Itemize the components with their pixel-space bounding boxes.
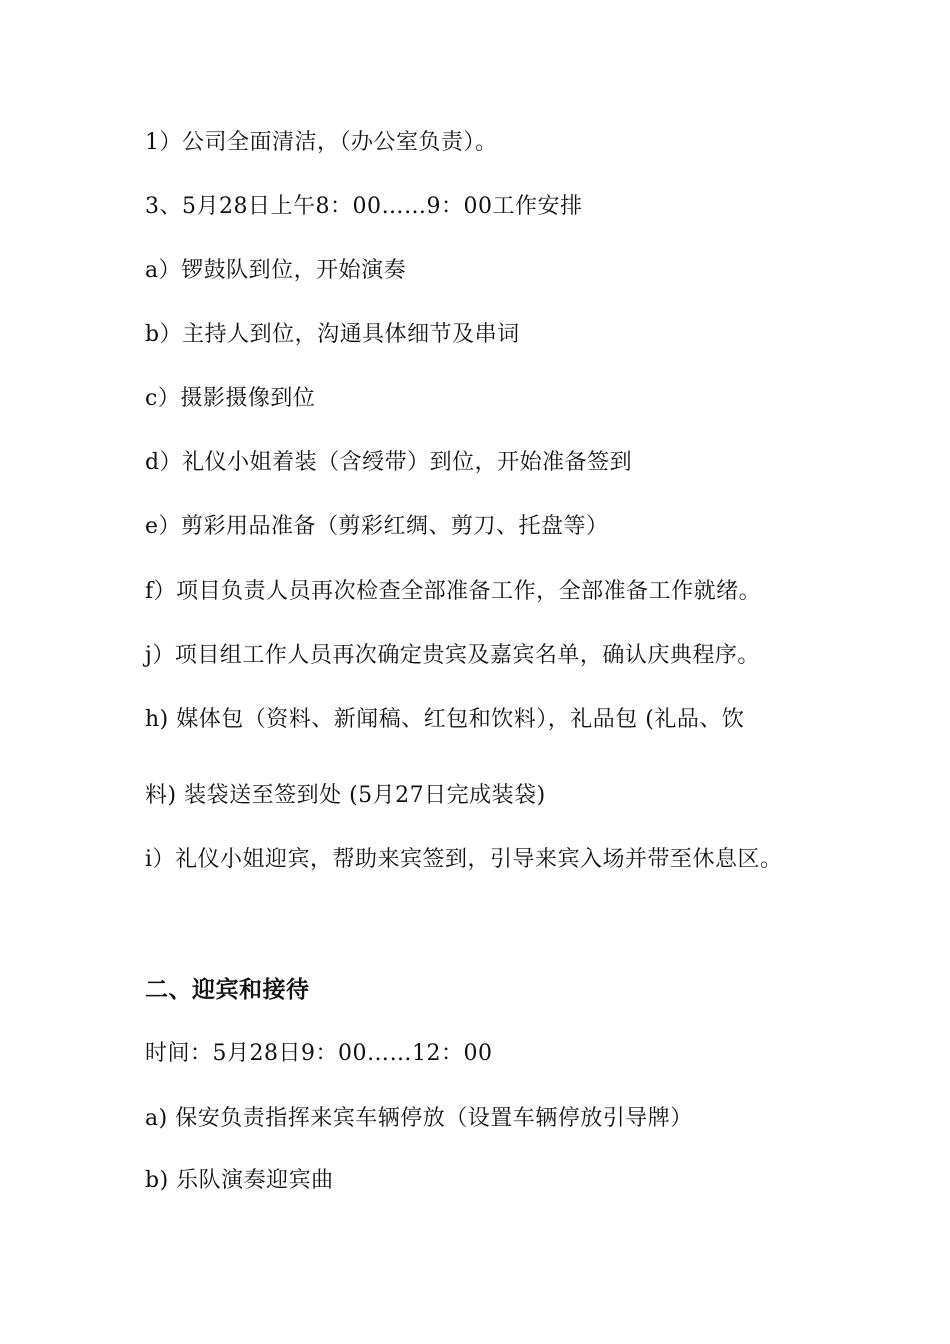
text-line: b) 乐队演奏迎宾曲: [145, 1168, 334, 1193]
text-line: a) 保安负责指挥来宾车辆停放（设置车辆停放引导牌）: [145, 1106, 693, 1131]
text-line: f）项目负责人员再次检查全部准备工作，全部准备工作就绪。: [145, 579, 762, 604]
text-line: d）礼仪小姐着装（含绶带）到位，开始准备签到: [145, 450, 633, 475]
text-line: a）锣鼓队到位，开始演奏: [145, 258, 407, 283]
text-line: j）项目组工作人员再次确定贵宾及嘉宾名单，确认庆典程序。: [145, 643, 760, 668]
text-line: h) 媒体包（资料、新闻稿、红包和饮料），礼品包 (礼品、饮: [145, 707, 745, 732]
text-line: b）主持人到位，沟通具体细节及串词: [145, 322, 520, 347]
text-line: 1）公司全面清洁，（办公室负责）。: [145, 130, 498, 155]
text-line: c）摄影摄像到位: [145, 386, 316, 411]
text-line: 料) 装袋送至签到处 (5月27日完成装袋): [145, 783, 546, 808]
text-line: e）剪彩用品准备（剪彩红绸、剪刀、托盘等）: [145, 514, 609, 539]
text-line: 3、5月28日上午8：00……9：00工作安排: [145, 194, 583, 219]
section-heading: 二、迎宾和接待: [145, 977, 310, 1003]
text-line: i）礼仪小姐迎宾，帮助来宾签到，引导来宾入场并带至休息区。: [145, 847, 783, 872]
text-line: 时间：5月28日9：00……12：00: [145, 1041, 493, 1066]
